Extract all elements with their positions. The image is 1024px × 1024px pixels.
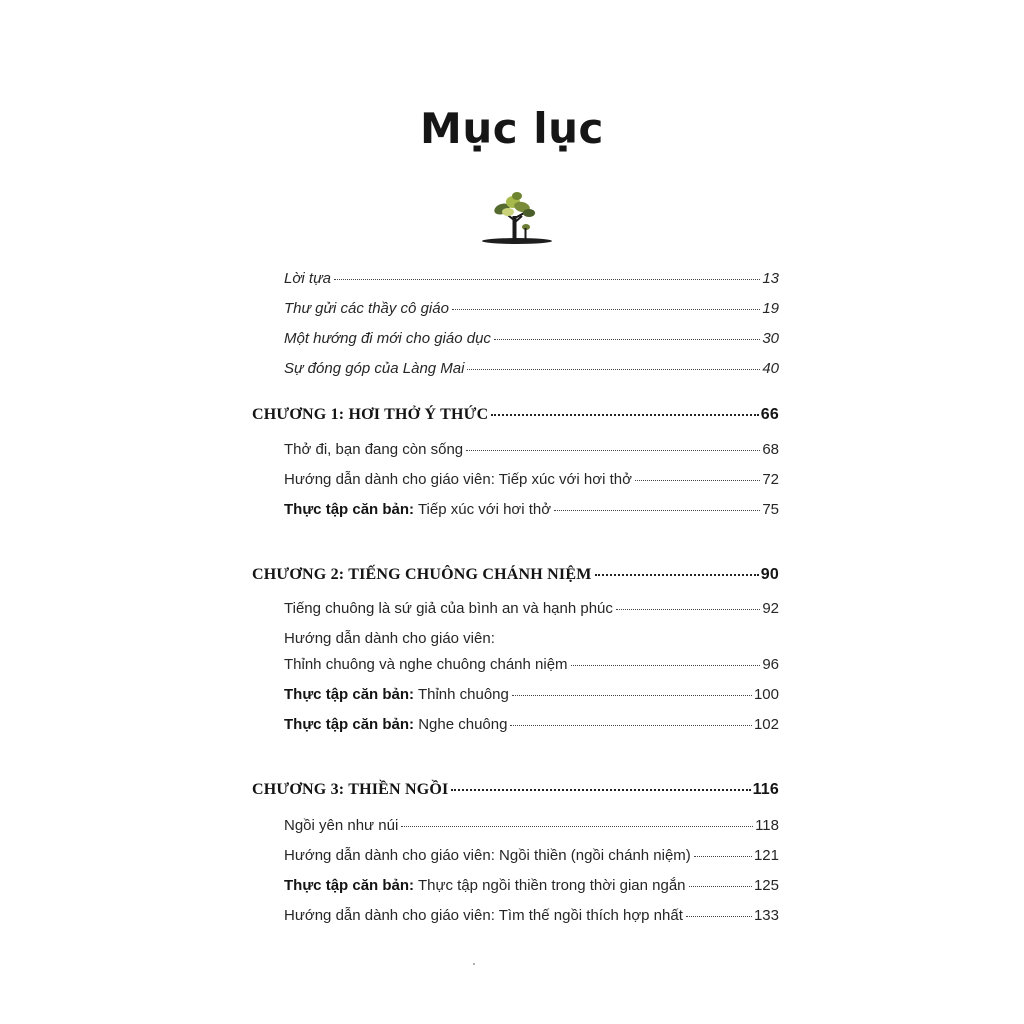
dot-leader	[491, 414, 758, 416]
chapter-page: 66	[760, 406, 779, 423]
toc-entry[interactable]	[284, 686, 779, 703]
toc-entry[interactable]	[284, 907, 779, 924]
toc-entry-label: Thực tập ngồi thiền trong thời gian ngắn	[417, 877, 686, 894]
toc-entry-label: Hướng dẫn dành cho giáo viên: Ngồi thiền (ngồi chánh niệm)	[284, 847, 691, 864]
toc-entry-page: 100	[753, 686, 779, 703]
toc-entry-line1[interactable]	[284, 630, 779, 647]
toc-entry-label-group	[284, 716, 507, 733]
chapter-title: CHƯƠNG 2: TIẾNG CHUÔNG CHÁNH NIỆM	[252, 566, 592, 583]
toc-entry[interactable]	[284, 471, 779, 488]
toc-entry-label: Thỉnh chuông	[417, 686, 509, 703]
toc-entry-label-group	[284, 501, 551, 518]
toc-entry-page: 30	[762, 330, 779, 347]
toc-entry[interactable]	[284, 877, 779, 894]
toc-entry-page: 102	[753, 716, 779, 733]
chapter-title: CHƯƠNG 1: HƠI THỞ Ý THỨC	[252, 406, 489, 423]
page-speck	[473, 963, 475, 965]
dot-leader	[467, 369, 760, 370]
toc-entry[interactable]	[284, 656, 779, 673]
practice-prefix: Thực tập căn bản:	[284, 877, 415, 894]
toc-entry-label: Hướng dẫn dành cho giáo viên:	[284, 630, 495, 647]
toc-entry-page: 13	[762, 270, 779, 287]
dot-leader	[451, 789, 750, 791]
toc-entry-label-group	[284, 686, 509, 703]
dot-leader	[452, 309, 760, 310]
toc-entry[interactable]	[284, 716, 779, 733]
chapter-heading[interactable]	[252, 781, 779, 799]
practice-prefix: Thực tập căn bản:	[284, 716, 415, 733]
dot-leader	[334, 279, 760, 280]
toc-entry-label: Hướng dẫn dành cho giáo viên: Tìm thế ngồi thích hợp nhất	[284, 907, 683, 924]
toc-entry[interactable]	[284, 817, 779, 834]
toc-entry[interactable]	[284, 600, 779, 617]
practice-prefix: Thực tập căn bản:	[284, 686, 415, 703]
toc-entry-label: Một hướng đi mới cho giáo dục	[284, 330, 491, 347]
chapter-page: 90	[760, 566, 779, 583]
toc-entry-page: 75	[762, 501, 779, 518]
chapter-heading[interactable]	[252, 406, 779, 424]
toc-entry-page: 125	[753, 877, 779, 894]
dot-leader	[694, 856, 752, 857]
toc-entry-page: 92	[762, 600, 779, 617]
toc-entry[interactable]	[284, 360, 779, 377]
toc-entry-page: 121	[753, 847, 779, 864]
toc-entry-label: Sự đóng góp của Làng Mai	[284, 360, 465, 377]
page-title: Mục lục	[420, 104, 604, 153]
dot-leader	[686, 916, 752, 917]
chapter-heading[interactable]	[252, 566, 779, 584]
dot-leader	[595, 574, 759, 576]
toc-entry-label-group	[284, 877, 686, 894]
chapter-page: 116	[752, 781, 779, 798]
toc-entry-label: Thư gửi các thầy cô giáo	[284, 300, 449, 317]
toc-entry[interactable]	[284, 330, 779, 347]
toc-entry-page: 118	[755, 817, 779, 834]
toc-entry[interactable]	[284, 847, 779, 864]
toc-entry-page: 72	[762, 471, 779, 488]
toc-entry-label: Hướng dẫn dành cho giáo viên: Tiếp xúc với hơi thở	[284, 471, 632, 488]
dot-leader	[616, 609, 760, 610]
toc-entry[interactable]	[284, 501, 779, 518]
toc-entry[interactable]	[284, 270, 779, 287]
chapter-title: CHƯƠNG 3: THIỀN NGỒI	[252, 781, 449, 798]
toc-entry-label: Tiếp xúc với hơi thở	[417, 501, 552, 518]
toc-entry-page: 96	[762, 656, 779, 673]
toc-entry-label: Tiếng chuông là sứ giả của bình an và hạnh phúc	[284, 600, 613, 617]
dot-leader	[510, 725, 752, 726]
dot-leader	[512, 695, 752, 696]
toc-entry-label: Thỉnh chuông và nghe chuông chánh niệm	[284, 656, 568, 673]
toc-entry-page: 19	[762, 300, 779, 317]
toc-entry-label: Ngồi yên như núi	[284, 817, 399, 834]
toc-entry-page: 68	[762, 441, 779, 458]
toc-entry-label: Nghe chuông	[418, 716, 508, 733]
toc-entry[interactable]	[284, 300, 779, 317]
dot-leader	[401, 826, 753, 827]
practice-prefix: Thực tập căn bản:	[284, 501, 415, 518]
dot-leader	[494, 339, 760, 340]
toc-entry-page: 40	[762, 360, 779, 377]
dot-leader	[571, 665, 761, 666]
dot-leader	[689, 886, 752, 887]
toc-entry[interactable]	[284, 441, 779, 458]
dot-leader	[635, 480, 760, 481]
toc-entry-page: 133	[753, 907, 779, 924]
toc-entry-label: Thở đi, bạn đang còn sống	[284, 441, 464, 458]
dot-leader	[466, 450, 760, 451]
toc-entry-label: Lời tựa	[284, 270, 331, 287]
dot-leader	[554, 510, 760, 511]
